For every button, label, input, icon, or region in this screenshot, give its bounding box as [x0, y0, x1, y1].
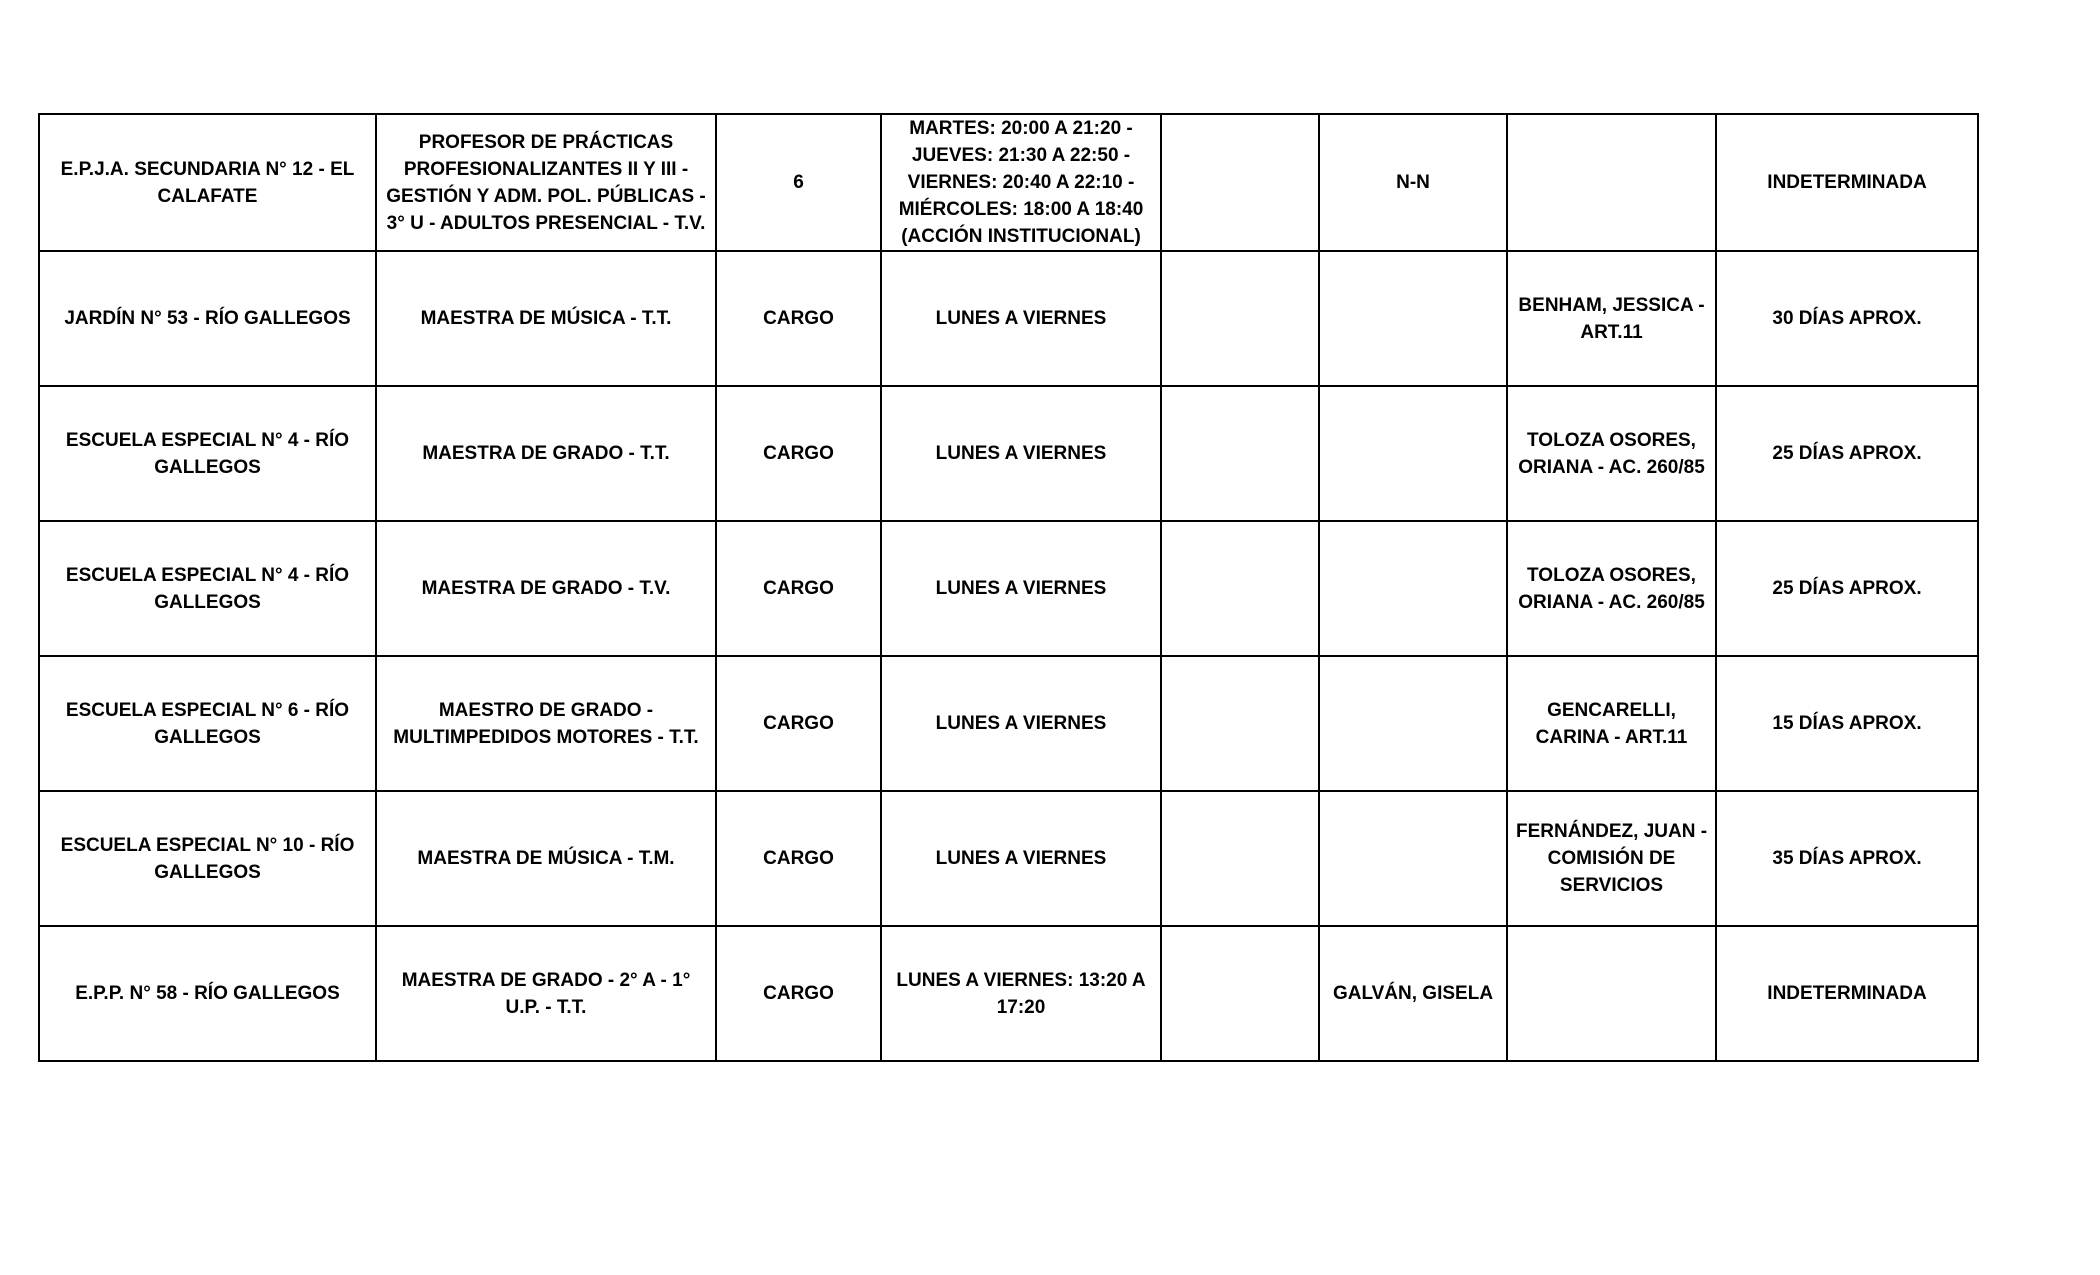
school-cell: JARDÍN N° 53 - RÍO GALLEGOS [39, 251, 376, 386]
school-cell: E.P.J.A. SECUNDARIA N° 12 - EL CALAFATE [39, 114, 376, 251]
replaces-cell: TOLOZA OSORES, ORIANA - AC. 260/85 [1507, 386, 1716, 521]
hours-cell: CARGO [716, 791, 881, 926]
empty-cell [1161, 386, 1319, 521]
table-row [39, 521, 1978, 656]
table-row [39, 114, 1978, 251]
holder-cell [1319, 521, 1507, 656]
schedule-cell: LUNES A VIERNES [881, 251, 1161, 386]
schedule-cell: LUNES A VIERNES [881, 521, 1161, 656]
replaces-cell: FERNÁNDEZ, JUAN - COMISIÓN DE SERVICIOS [1507, 791, 1716, 926]
duration-cell: 15 DÍAS APROX. [1716, 656, 1978, 791]
empty-cell [1161, 656, 1319, 791]
replaces-cell [1507, 114, 1716, 251]
school-cell: E.P.P. N° 58 - RÍO GALLEGOS [39, 926, 376, 1061]
empty-cell [1161, 521, 1319, 656]
empty-cell [1161, 114, 1319, 251]
hours-cell: CARGO [716, 656, 881, 791]
school-cell: ESCUELA ESPECIAL N° 10 - RÍO GALLEGOS [39, 791, 376, 926]
school-cell: ESCUELA ESPECIAL N° 6 - RÍO GALLEGOS [39, 656, 376, 791]
duration-cell: 25 DÍAS APROX. [1716, 386, 1978, 521]
schedule-cell: MARTES: 20:00 A 21:20 - JUEVES: 21:30 A 22:50 - VIERNES: 20:40 A 22:10 - MIÉRCOLES: 18:00 A 18:40 (ACCIÓN INSTITUCIONAL) [881, 114, 1161, 251]
school-cell: ESCUELA ESPECIAL N° 4 - RÍO GALLEGOS [39, 386, 376, 521]
hours-cell: CARGO [716, 386, 881, 521]
schedule-cell: LUNES A VIERNES: 13:20 A 17:20 [881, 926, 1161, 1061]
position-cell: MAESTRA DE GRADO - T.V. [376, 521, 716, 656]
duration-cell: 25 DÍAS APROX. [1716, 521, 1978, 656]
schedule-cell: LUNES A VIERNES [881, 386, 1161, 521]
table-row [39, 926, 1978, 1061]
hours-cell: CARGO [716, 521, 881, 656]
vacancies-table-body [39, 114, 1978, 1061]
table-row [39, 251, 1978, 386]
replaces-cell: TOLOZA OSORES, ORIANA - AC. 260/85 [1507, 521, 1716, 656]
school-cell: ESCUELA ESPECIAL N° 4 - RÍO GALLEGOS [39, 521, 376, 656]
replaces-cell: GENCARELLI, CARINA - ART.11 [1507, 656, 1716, 791]
table-row [39, 386, 1978, 521]
duration-cell: 35 DÍAS APROX. [1716, 791, 1978, 926]
holder-cell: N-N [1319, 114, 1507, 251]
position-cell: MAESTRA DE MÚSICA - T.T. [376, 251, 716, 386]
position-cell: MAESTRO DE GRADO - MULTIMPEDIDOS MOTORES - T.T. [376, 656, 716, 791]
duration-cell: INDETERMINADA [1716, 926, 1978, 1061]
replaces-cell: BENHAM, JESSICA - ART.11 [1507, 251, 1716, 386]
holder-cell: GALVÁN, GISELA [1319, 926, 1507, 1061]
position-cell: MAESTRA DE GRADO - 2° A - 1° U.P. - T.T. [376, 926, 716, 1061]
table-row [39, 791, 1978, 926]
hours-cell: CARGO [716, 251, 881, 386]
position-cell: MAESTRA DE MÚSICA - T.M. [376, 791, 716, 926]
schedule-cell: LUNES A VIERNES [881, 656, 1161, 791]
vacancies-table [38, 113, 1979, 1062]
schedule-cell: LUNES A VIERNES [881, 791, 1161, 926]
replaces-cell [1507, 926, 1716, 1061]
holder-cell [1319, 791, 1507, 926]
holder-cell [1319, 251, 1507, 386]
empty-cell [1161, 926, 1319, 1061]
hours-cell: 6 [716, 114, 881, 251]
position-cell: PROFESOR DE PRÁCTICAS PROFESIONALIZANTES II Y III - GESTIÓN Y ADM. POL. PÚBLICAS - 3° U - ADULTOS PRESENCIAL - T.V. [376, 114, 716, 251]
position-cell: MAESTRA DE GRADO - T.T. [376, 386, 716, 521]
duration-cell: 30 DÍAS APROX. [1716, 251, 1978, 386]
empty-cell [1161, 251, 1319, 386]
holder-cell [1319, 656, 1507, 791]
table-row [39, 656, 1978, 791]
hours-cell: CARGO [716, 926, 881, 1061]
duration-cell: INDETERMINADA [1716, 114, 1978, 251]
empty-cell [1161, 791, 1319, 926]
holder-cell [1319, 386, 1507, 521]
